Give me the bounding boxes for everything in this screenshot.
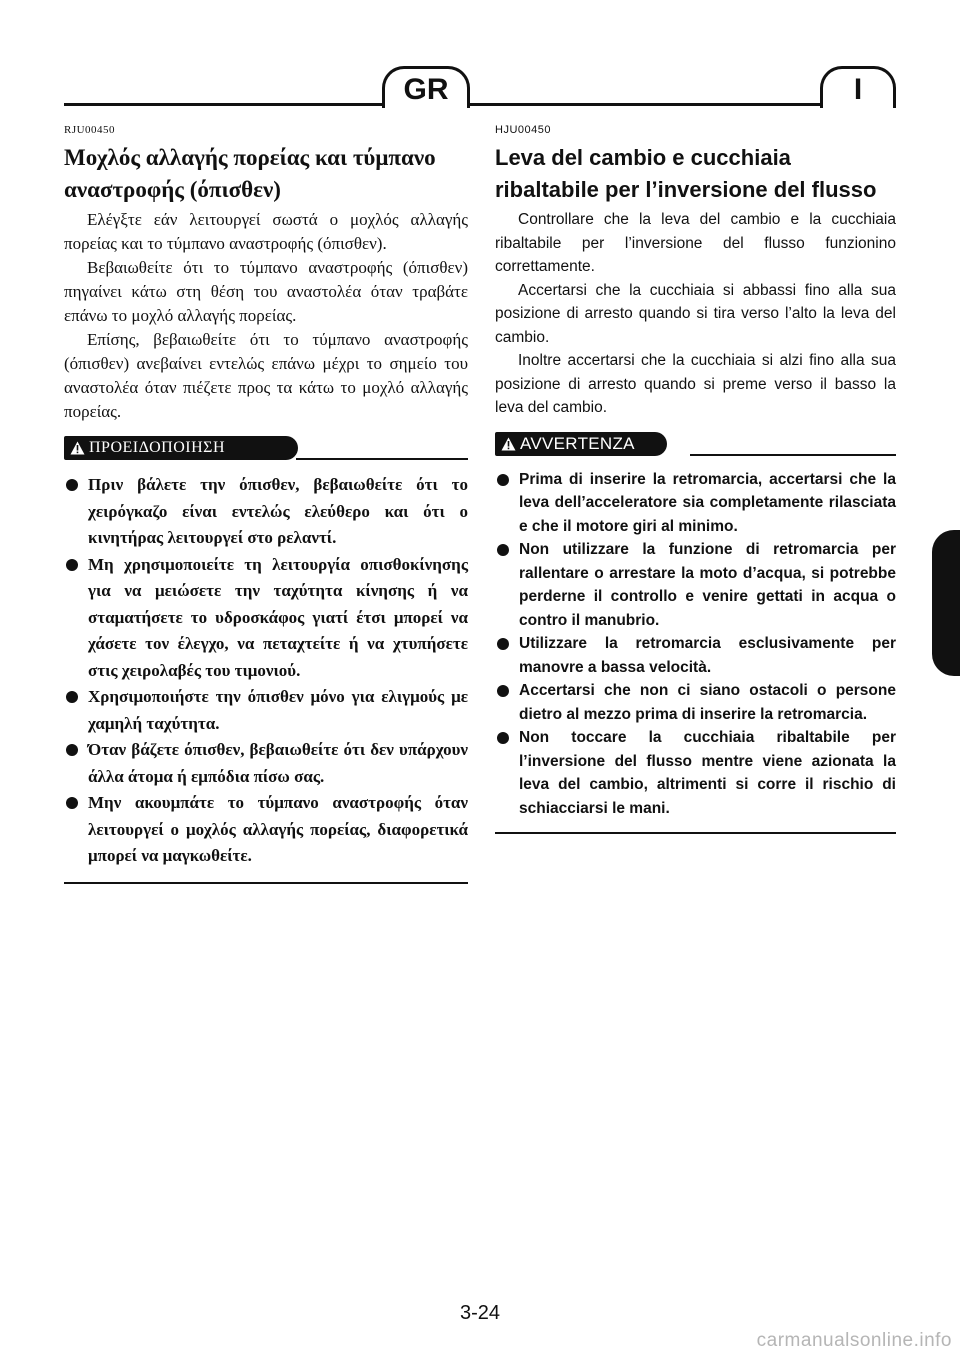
bullet-dot-icon <box>66 691 78 703</box>
warning-item: Prima di inserire la retromarcia, accertarsi che la leva dell’acceleratore sia completamente rilasciata e che il motore giri al minimo. <box>495 468 896 539</box>
warning-label <box>495 432 667 456</box>
warning-header <box>64 436 468 460</box>
watermark: carmanualsonline.info <box>756 1330 952 1351</box>
warning-list <box>64 472 468 870</box>
warning-end-rule <box>495 832 896 834</box>
section-title: Μοχλός αλλαγής πορείας και τύμπανο αναστροφής (όπισθεν) <box>64 145 436 202</box>
warning-triangle-icon <box>501 437 516 451</box>
warning-item: Μη χρησιμοποιείτε τη λειτουργία οπισθοκίνησης για να μειώσετε την ταχύτητα κίνησης ή να σταματήσετε το υδροσκάφος γιατί έτσι μπορεί να χάσετε τον έλεγχο, να πεταχτείτε ή να χτυπήσετε στις χειρολαβές του τιμονιού. <box>64 552 468 685</box>
warning-item: Accertarsi che non ci siano ostacoli o persone dietro al mezzo prima di inserire la retromarcia. <box>495 679 896 726</box>
body-paragraph: Controllare che la leva del cambio e la cucchiaia ribaltabile per l’inversione del flusso funzionino correttamente. <box>495 211 896 275</box>
bullet-dot-icon <box>497 685 509 697</box>
bullet-dot-icon <box>66 744 78 756</box>
warning-label-text: AVVERTENZA <box>520 433 635 453</box>
warning-header <box>495 432 896 456</box>
warning-item: Χρησιμοποιήστε την όπισθεν μόνο για ελιγμούς με χαμηλή ταχύτητα. <box>64 684 468 737</box>
bullet-dot-icon <box>497 732 509 744</box>
chapter-tab-marker <box>932 530 960 676</box>
warning-list <box>495 468 896 821</box>
warning-item: Μην ακουμπάτε το τύμπανο αναστροφής όταν λειτουργεί ο μοχλός αλλαγής πορείας, διαφορετικά μπορεί να μαγκωθείτε. <box>64 790 468 870</box>
section-code: RJU00450 <box>64 124 116 136</box>
warning-triangle-icon <box>70 441 85 455</box>
bullet-dot-icon <box>497 474 509 486</box>
warning-item: Non toccare la cucchiaia ribaltabile per l’inversione del flusso mentre viene azionata la leva del cambio, altrimenti si corre il rischio di schiacciarsi le mani. <box>495 726 896 820</box>
bullet-dot-icon <box>497 544 509 556</box>
warning-item: Όταν βάζετε όπισθεν, βεβαιωθείτε ότι δεν υπάρχουν άλλα άτομα ή εμπόδια πίσω σας. <box>64 737 468 790</box>
warning-rule <box>296 458 468 460</box>
warning-item: Πριν βάλετε την όπισθεν, βεβαιωθείτε ότι το χειρόγκαζο είναι εντελώς ελεύθερο και ότι ο κινητήρας λειτουργεί στο ρελαντί. <box>64 472 468 552</box>
bullet-dot-icon <box>66 559 78 571</box>
header-rule <box>64 103 896 106</box>
body-paragraph: Inoltre accertarsi che la cucchiaia si alzi fino alla sua posizione di arresto quando si preme verso il basso la leva del cambio. <box>495 352 896 416</box>
language-badge-greek: GR <box>382 66 470 108</box>
italian-column <box>495 124 896 834</box>
warning-item: Non utilizzare la funzione di retromarcia per rallentare o arrestare la moto d’acqua, si potrebbe perderne il controllo e venire gettati in acqua o contro il manubrio. <box>495 538 896 632</box>
body-paragraph: Βεβαιωθείτε ότι το τύμπανο αναστροφής (όπισθεν) πηγαίνει κάτω στη θέση του αναστολέα όταν τραβάτε επάνω το μοχλό αλλαγής πορείας. <box>64 258 468 325</box>
body-paragraph: Ελέγξτε εάν λειτουργεί σωστά ο μοχλός αλλαγής πορείας και το τύμπανο αναστροφής (όπισθεν). <box>64 210 468 253</box>
warning-label-text: ΠΡΟΕΙΔΟΠΟΙΗΣΗ <box>89 439 226 456</box>
body-paragraph: Accertarsi che la cucchiaia si abbassi fino alla sua posizione di arresto quando si tira verso l’alto la leva del cambio. <box>495 281 896 346</box>
section-title: Leva del cambio e cucchiaia ribaltabile per l’inversione del flusso <box>495 145 877 202</box>
bullet-dot-icon <box>66 479 78 491</box>
bullet-dot-icon <box>66 797 78 809</box>
warning-label <box>64 436 298 460</box>
warning-rule <box>690 454 896 456</box>
bullet-dot-icon <box>497 638 509 650</box>
language-badge-italian: I <box>820 66 896 108</box>
warning-end-rule <box>64 882 468 884</box>
page-number: 3-24 <box>459 1302 501 1324</box>
warning-item: Utilizzare la retromarcia esclusivamente per manovre a bassa velocità. <box>495 632 896 679</box>
section-code: HJU00450 <box>495 124 551 136</box>
body-paragraph: Επίσης, βεβαιωθείτε ότι το τύμπανο αναστροφής (όπισθεν) ανεβαίνει εντελώς επάνω μέχρι το σημείο του αναστολέα όταν πιέζετε προς τα κάτω το μοχλό αλλαγής πορείας. <box>64 330 468 421</box>
greek-column <box>64 124 468 884</box>
